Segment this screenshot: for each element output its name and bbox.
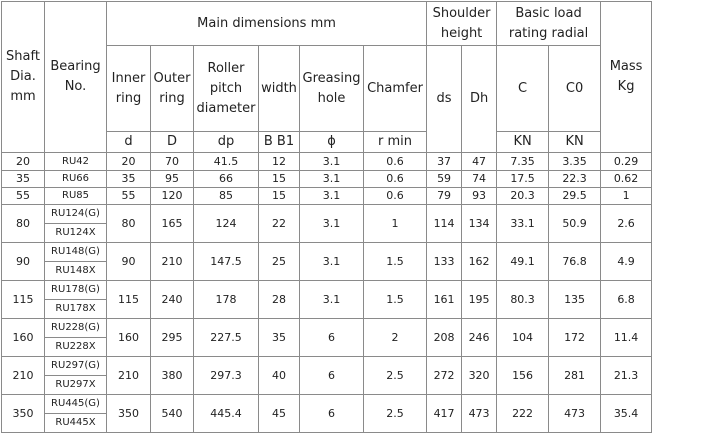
- cell-ds: 208: [427, 319, 462, 357]
- cell-D: 165: [151, 205, 194, 243]
- cell-bearing-model: RU178X: [45, 300, 107, 319]
- cell-dp: 297.3: [194, 357, 259, 395]
- cell-c: 104: [497, 319, 549, 357]
- cell-r: 1: [364, 205, 427, 243]
- cell-dh: 93: [462, 188, 497, 205]
- cell-b: 12: [259, 153, 300, 171]
- header-outer-ring: Outer ring: [151, 46, 194, 132]
- cell-r: 0.6: [364, 188, 427, 205]
- cell-mass: 0.29: [601, 153, 652, 171]
- cell-b: 15: [259, 188, 300, 205]
- header-width: width: [259, 46, 300, 132]
- cell-phi: 3.1: [300, 281, 364, 319]
- cell-r: 2: [364, 319, 427, 357]
- header-mass: Mass Kg: [601, 2, 652, 153]
- cell-phi: 3.1: [300, 171, 364, 188]
- cell-ds: 272: [427, 357, 462, 395]
- cell-d: 35: [107, 171, 151, 188]
- cell-shaft-dia: 115: [2, 281, 45, 319]
- cell-d: 90: [107, 243, 151, 281]
- cell-dp: 178: [194, 281, 259, 319]
- cell-D: 240: [151, 281, 194, 319]
- table-header: [2, 2, 652, 153]
- cell-shaft-dia: 80: [2, 205, 45, 243]
- cell-b: 22: [259, 205, 300, 243]
- cell-dh: 320: [462, 357, 497, 395]
- cell-phi: 3.1: [300, 205, 364, 243]
- cell-mass: 11.4: [601, 319, 652, 357]
- cell-c0: 76.8: [549, 243, 601, 281]
- cell-phi: 3.1: [300, 243, 364, 281]
- header-roller-pitch-diameter: Roller pitch diameter: [194, 46, 259, 132]
- cell-d: 80: [107, 205, 151, 243]
- bearing-spec-table: [1, 1, 652, 433]
- cell-d: 115: [107, 281, 151, 319]
- cell-bearing-model: RU297(G): [45, 357, 107, 376]
- cell-bearing-model: RU228X: [45, 338, 107, 357]
- cell-c: 49.1: [497, 243, 549, 281]
- cell-D: 540: [151, 395, 194, 433]
- cell-d: 20: [107, 153, 151, 171]
- cell-ds: 417: [427, 395, 462, 433]
- cell-D: 120: [151, 188, 194, 205]
- cell-bearing-model: RU66: [45, 171, 107, 188]
- cell-mass: 4.9: [601, 243, 652, 281]
- cell-shaft-dia: 350: [2, 395, 45, 433]
- cell-r: 1.5: [364, 281, 427, 319]
- header-shaft-dia: Shaft Dia. mm: [2, 2, 45, 153]
- cell-dh: 246: [462, 319, 497, 357]
- cell-r: 1.5: [364, 243, 427, 281]
- cell-r: 2.5: [364, 357, 427, 395]
- cell-b: 25: [259, 243, 300, 281]
- cell-D: 380: [151, 357, 194, 395]
- cell-b: 40: [259, 357, 300, 395]
- cell-bearing-model: RU178(G): [45, 281, 107, 300]
- cell-mass: 2.6: [601, 205, 652, 243]
- header-inner-ring: Inner ring: [107, 46, 151, 132]
- cell-c0: 29.5: [549, 188, 601, 205]
- header-greasing-hole: Greasing hole: [300, 46, 364, 132]
- table-row: [2, 171, 652, 188]
- table-row: [2, 153, 652, 171]
- cell-shaft-dia: 55: [2, 188, 45, 205]
- unit-c0: KN: [549, 132, 601, 153]
- cell-bearing-model: RU148X: [45, 262, 107, 281]
- table-row: [2, 281, 652, 300]
- cell-b: 15: [259, 171, 300, 188]
- cell-dp: 445.4: [194, 395, 259, 433]
- cell-c0: 3.35: [549, 153, 601, 171]
- symbol-phi: ϕ: [300, 132, 364, 153]
- cell-D: 210: [151, 243, 194, 281]
- cell-phi: 6: [300, 357, 364, 395]
- cell-b: 45: [259, 395, 300, 433]
- cell-shaft-dia: 20: [2, 153, 45, 171]
- cell-bearing-model: RU445X: [45, 414, 107, 433]
- symbol-rmin: r min: [364, 132, 427, 153]
- cell-dp: 124: [194, 205, 259, 243]
- cell-ds: 37: [427, 153, 462, 171]
- header-dh: Dh: [462, 46, 497, 153]
- header-c0: C0: [549, 46, 601, 132]
- cell-mass: 21.3: [601, 357, 652, 395]
- header-bearing-no: Bearing No.: [45, 2, 107, 153]
- cell-phi: 6: [300, 395, 364, 433]
- header-ds: ds: [427, 46, 462, 153]
- cell-phi: 6: [300, 319, 364, 357]
- table-row: [2, 243, 652, 262]
- symbol-dp: dp: [194, 132, 259, 153]
- cell-ds: 161: [427, 281, 462, 319]
- cell-D: 95: [151, 171, 194, 188]
- cell-phi: 3.1: [300, 188, 364, 205]
- header-basic-load-rating: Basic load rating radial: [497, 2, 601, 46]
- cell-bearing-model: RU228(G): [45, 319, 107, 338]
- cell-bearing-model: RU124X: [45, 224, 107, 243]
- cell-dp: 41.5: [194, 153, 259, 171]
- cell-c0: 473: [549, 395, 601, 433]
- cell-ds: 133: [427, 243, 462, 281]
- cell-d: 210: [107, 357, 151, 395]
- cell-shaft-dia: 160: [2, 319, 45, 357]
- table-row: [2, 319, 652, 338]
- table-row: [2, 357, 652, 376]
- header-main-dimensions: Main dimensions mm: [107, 2, 427, 46]
- cell-b: 35: [259, 319, 300, 357]
- cell-dh: 74: [462, 171, 497, 188]
- cell-d: 160: [107, 319, 151, 357]
- table-body: [2, 153, 652, 433]
- cell-ds: 79: [427, 188, 462, 205]
- table-row: [2, 188, 652, 205]
- cell-c0: 22.3: [549, 171, 601, 188]
- cell-bearing-model: RU42: [45, 153, 107, 171]
- unit-c: KN: [497, 132, 549, 153]
- cell-bearing-model: RU124(G): [45, 205, 107, 224]
- cell-c: 222: [497, 395, 549, 433]
- cell-c0: 281: [549, 357, 601, 395]
- cell-D: 295: [151, 319, 194, 357]
- cell-shaft-dia: 35: [2, 171, 45, 188]
- cell-c: 80.3: [497, 281, 549, 319]
- cell-dp: 147.5: [194, 243, 259, 281]
- table-row: [2, 205, 652, 224]
- cell-dp: 227.5: [194, 319, 259, 357]
- header-c: C: [497, 46, 549, 132]
- cell-c0: 135: [549, 281, 601, 319]
- cell-shaft-dia: 90: [2, 243, 45, 281]
- cell-c: 20.3: [497, 188, 549, 205]
- cell-r: 2.5: [364, 395, 427, 433]
- cell-c: 156: [497, 357, 549, 395]
- cell-shaft-dia: 210: [2, 357, 45, 395]
- cell-d: 55: [107, 188, 151, 205]
- cell-dh: 134: [462, 205, 497, 243]
- header-chamfer: Chamfer: [364, 46, 427, 132]
- symbol-d: d: [107, 132, 151, 153]
- cell-r: 0.6: [364, 153, 427, 171]
- cell-dp: 85: [194, 188, 259, 205]
- cell-c0: 172: [549, 319, 601, 357]
- cell-dh: 195: [462, 281, 497, 319]
- cell-D: 70: [151, 153, 194, 171]
- cell-mass: 1: [601, 188, 652, 205]
- cell-d: 350: [107, 395, 151, 433]
- cell-mass: 6.8: [601, 281, 652, 319]
- cell-bearing-model: RU445(G): [45, 395, 107, 414]
- cell-phi: 3.1: [300, 153, 364, 171]
- cell-ds: 59: [427, 171, 462, 188]
- cell-b: 28: [259, 281, 300, 319]
- cell-c: 33.1: [497, 205, 549, 243]
- cell-bearing-model: RU85: [45, 188, 107, 205]
- cell-dh: 162: [462, 243, 497, 281]
- symbol-D: D: [151, 132, 194, 153]
- cell-dp: 66: [194, 171, 259, 188]
- cell-dh: 473: [462, 395, 497, 433]
- cell-bearing-model: RU148(G): [45, 243, 107, 262]
- cell-bearing-model: RU297X: [45, 376, 107, 395]
- cell-dh: 47: [462, 153, 497, 171]
- cell-mass: 0.62: [601, 171, 652, 188]
- cell-r: 0.6: [364, 171, 427, 188]
- symbol-b: B B1: [259, 132, 300, 153]
- header-shoulder-height: Shoulder height: [427, 2, 497, 46]
- cell-c0: 50.9: [549, 205, 601, 243]
- cell-c: 17.5: [497, 171, 549, 188]
- cell-ds: 114: [427, 205, 462, 243]
- table-row: [2, 395, 652, 414]
- cell-c: 7.35: [497, 153, 549, 171]
- cell-mass: 35.4: [601, 395, 652, 433]
